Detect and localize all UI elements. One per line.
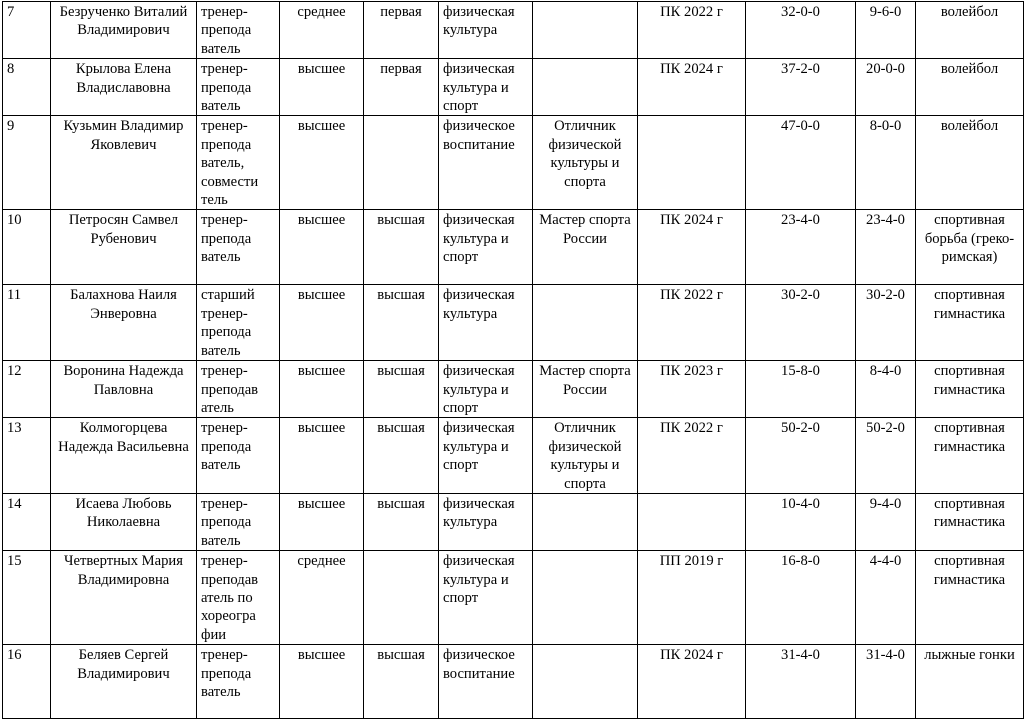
table-row	[3, 59, 1024, 116]
row-number: 7	[3, 2, 51, 59]
education-cell: среднее	[280, 551, 364, 645]
sport-cell: лыжные гонки	[916, 645, 1024, 719]
staff-name: Петросян Самвел Рубенович	[51, 210, 197, 285]
table-row	[3, 116, 1024, 210]
specialty-cell: физическая культура и спорт	[439, 551, 533, 645]
education-cell: высшее	[280, 361, 364, 418]
course-cell	[638, 116, 746, 210]
award-cell: Отличник физической культуры и спорта	[533, 116, 638, 210]
course-cell: ПК 2022 г	[638, 418, 746, 494]
course-cell: ПК 2024 г	[638, 645, 746, 719]
row-number: 15	[3, 551, 51, 645]
row-number: 16	[3, 645, 51, 719]
position-cell: тренер-препода ватель	[197, 493, 280, 550]
sport-cell: спортивная гимнастика	[916, 418, 1024, 494]
award-cell: Отличник физической культуры и спорта	[533, 418, 638, 494]
table-row	[3, 2, 1024, 59]
total-experience-cell: 32-0-0	[746, 2, 856, 59]
sport-cell: спортивная гимнастика	[916, 361, 1024, 418]
course-cell: ПК 2023 г	[638, 361, 746, 418]
total-experience-cell: 37-2-0	[746, 59, 856, 116]
award-cell	[533, 493, 638, 550]
award-cell: Мастер спорта России	[533, 210, 638, 285]
total-experience-cell: 47-0-0	[746, 116, 856, 210]
award-cell	[533, 551, 638, 645]
award-cell	[533, 59, 638, 116]
category-cell: первая	[364, 2, 439, 59]
award-cell	[533, 2, 638, 59]
sport-cell: спортивная гимнастика	[916, 285, 1024, 361]
staff-name: Крылова Елена Владиславовна	[51, 59, 197, 116]
education-cell: высшее	[280, 285, 364, 361]
pedagogical-experience-cell: 8-0-0	[856, 116, 916, 210]
pedagogical-experience-cell: 4-4-0	[856, 551, 916, 645]
row-number: 12	[3, 361, 51, 418]
position-cell: тренер-препода ватель	[197, 418, 280, 494]
category-cell: первая	[364, 59, 439, 116]
row-number: 11	[3, 285, 51, 361]
position-cell: старший тренер-препода ватель	[197, 285, 280, 361]
table-row	[3, 493, 1024, 550]
education-cell: высшее	[280, 418, 364, 494]
staff-name: Воронина Надежда Павловна	[51, 361, 197, 418]
table-row	[3, 285, 1024, 361]
position-cell: тренер-препода ватель	[197, 645, 280, 719]
pedagogical-experience-cell: 50-2-0	[856, 418, 916, 494]
table-row	[3, 418, 1024, 494]
course-cell: ПК 2022 г	[638, 2, 746, 59]
course-cell: ПП 2019 г	[638, 551, 746, 645]
category-cell: высшая	[364, 285, 439, 361]
table-row	[3, 361, 1024, 418]
pedagogical-experience-cell: 31-4-0	[856, 645, 916, 719]
category-cell: высшая	[364, 645, 439, 719]
total-experience-cell: 30-2-0	[746, 285, 856, 361]
position-cell: тренер-препода ватель	[197, 59, 280, 116]
position-cell: тренер-препода ватель	[197, 210, 280, 285]
row-number: 14	[3, 493, 51, 550]
staff-name: Колмогорцева Надежда Васильевна	[51, 418, 197, 494]
staff-name: Беляев Сергей Владимирович	[51, 645, 197, 719]
category-cell: высшая	[364, 361, 439, 418]
staff-name: Исаева Любовь Николаевна	[51, 493, 197, 550]
pedagogical-experience-cell: 9-6-0	[856, 2, 916, 59]
table-body	[3, 2, 1024, 719]
course-cell: ПК 2024 г	[638, 59, 746, 116]
position-cell: тренер-препода ватель, совмести тель	[197, 116, 280, 210]
total-experience-cell: 15-8-0	[746, 361, 856, 418]
staff-table	[2, 1, 1024, 719]
total-experience-cell: 23-4-0	[746, 210, 856, 285]
total-experience-cell: 31-4-0	[746, 645, 856, 719]
pedagogical-experience-cell: 20-0-0	[856, 59, 916, 116]
specialty-cell: физическая культура	[439, 285, 533, 361]
staff-name: Четвертных Мария Владимировна	[51, 551, 197, 645]
education-cell: среднее	[280, 2, 364, 59]
position-cell: тренер-препода ватель	[197, 2, 280, 59]
specialty-cell: физическая культура и спорт	[439, 210, 533, 285]
award-cell	[533, 285, 638, 361]
staff-name: Балахнова Наиля Энверовна	[51, 285, 197, 361]
total-experience-cell: 50-2-0	[746, 418, 856, 494]
table-row	[3, 551, 1024, 645]
sport-cell: волейбол	[916, 2, 1024, 59]
pedagogical-experience-cell: 30-2-0	[856, 285, 916, 361]
row-number: 10	[3, 210, 51, 285]
staff-name: Безрученко Виталий Владимирович	[51, 2, 197, 59]
education-cell: высшее	[280, 493, 364, 550]
sport-cell: волейбол	[916, 59, 1024, 116]
row-number: 8	[3, 59, 51, 116]
sport-cell: спортивная гимнастика	[916, 551, 1024, 645]
category-cell: высшая	[364, 418, 439, 494]
education-cell: высшее	[280, 645, 364, 719]
specialty-cell: физическое воспитание	[439, 116, 533, 210]
specialty-cell: физическая культура	[439, 2, 533, 59]
education-cell: высшее	[280, 116, 364, 210]
pedagogical-experience-cell: 23-4-0	[856, 210, 916, 285]
total-experience-cell: 16-8-0	[746, 551, 856, 645]
course-cell	[638, 493, 746, 550]
specialty-cell: физическая культура и спорт	[439, 361, 533, 418]
row-number: 13	[3, 418, 51, 494]
category-cell	[364, 551, 439, 645]
staff-name: Кузьмин Владимир Яковлевич	[51, 116, 197, 210]
specialty-cell: физическое воспитание	[439, 645, 533, 719]
education-cell: высшее	[280, 59, 364, 116]
specialty-cell: физическая культура и спорт	[439, 418, 533, 494]
specialty-cell: физическая культура и спорт	[439, 59, 533, 116]
sport-cell: волейбол	[916, 116, 1024, 210]
category-cell: высшая	[364, 210, 439, 285]
row-number: 9	[3, 116, 51, 210]
position-cell: тренер-преподав атель	[197, 361, 280, 418]
specialty-cell: физическая культура	[439, 493, 533, 550]
category-cell	[364, 116, 439, 210]
sport-cell: спортивная борьба (греко-римская)	[916, 210, 1024, 285]
pedagogical-experience-cell: 8-4-0	[856, 361, 916, 418]
sport-cell: спортивная гимнастика	[916, 493, 1024, 550]
education-cell: высшее	[280, 210, 364, 285]
total-experience-cell: 10-4-0	[746, 493, 856, 550]
pedagogical-experience-cell: 9-4-0	[856, 493, 916, 550]
award-cell: Мастер спорта России	[533, 361, 638, 418]
category-cell: высшая	[364, 493, 439, 550]
position-cell: тренер-преподав атель по хореогра фии	[197, 551, 280, 645]
table-row	[3, 210, 1024, 285]
course-cell: ПК 2024 г	[638, 210, 746, 285]
course-cell: ПК 2022 г	[638, 285, 746, 361]
